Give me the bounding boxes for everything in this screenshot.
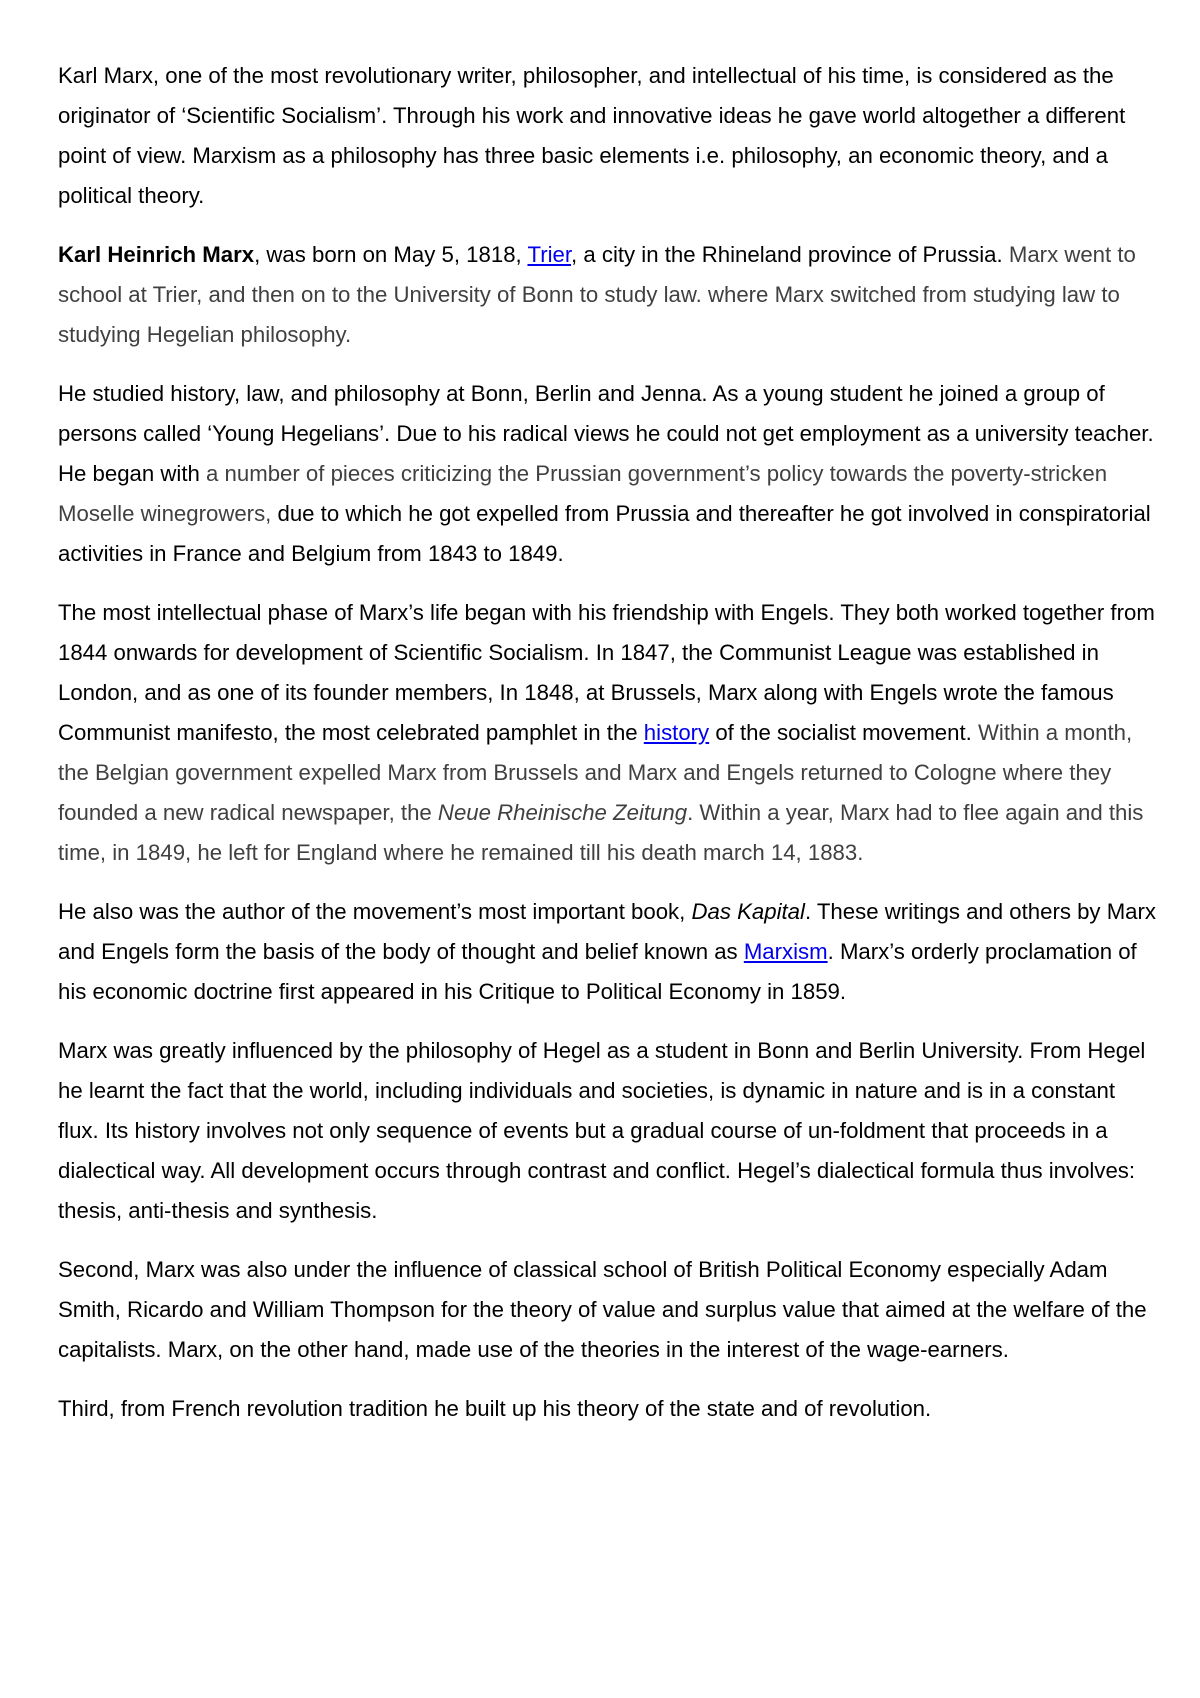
history-link[interactable]: history — [643, 720, 710, 745]
birth-text: , was born on May 5, 1818, — [254, 242, 528, 267]
document-page — [58, 56, 1158, 1448]
paragraph-economy — [58, 1250, 1158, 1370]
studies-text-2: due to which he got expelled from Prussia and thereafter he got involved in conspiratorial activities in France and Belgium from 1843 to 1849. — [58, 501, 1151, 566]
economy-text: Second, Marx was also under the influence of classical school of British Political Economy especially Adam Smith, Ricardo and William Thompson for the theory of value and surplus value that aimed at the welfare of the capitalists. Marx, on the other hand, made use of the theories in the interest of the wage-earners. — [58, 1257, 1147, 1362]
paragraph-intro — [58, 56, 1158, 216]
kapital-text-3: . Marx’s orderly proclamation of his economic doctrine first appeared in his Critique to Political Economy in 1859. — [58, 939, 1137, 1004]
engels-grey-text-2: . Within a year, Marx had to flee again and this time, in 1849, he left for England where he remained till his death march 14, 1883. — [58, 800, 1144, 865]
revolution-text: Third, from French revolution tradition he built up his theory of the state and of revolution. — [58, 1396, 932, 1421]
paragraph-studies — [58, 374, 1158, 574]
paragraph-intro-text: Karl Marx, one of the most revolutionary writer, philosopher, and intellectual of his time, is considered as the originator of ‘Scientific Socialism’. Through his work and innovative ideas he gave world altogether a different point of view. Marxism as a philosophy has three basic elements i.e. philosophy, an economic theory, and a political theory. — [58, 63, 1126, 208]
education-text: Marx went to school at Trier, and then on to the University of Bonn to study law. where Marx switched from studying law to studying Hegelian philosophy. — [58, 242, 1136, 347]
marxism-link[interactable]: Marxism — [743, 939, 828, 964]
paragraph-kapital — [58, 892, 1158, 1012]
hegel-text: Marx was greatly influenced by the philosophy of Hegel as a student in Bonn and Berlin University. From Hegel he learnt the fact that the world, including individuals and societies, is dynamic in nature and is in a constant flux. Its history involves not only sequence of events but a gradual course of un-foldment that proceeds in a dialectical way. All development occurs through contrast and conflict. Hegel’s dialectical formula thus involves: thesis, anti-thesis and synthesis. — [58, 1038, 1146, 1223]
paragraph-engels — [58, 593, 1158, 873]
engels-text: The most intellectual phase of Marx’s life began with his friendship with Engels. They both worked together from 1844 onwards for development of Scientific Socialism. In 1847, the Communist League was established in London, and as one of its founder members, In 1848, at Brussels, Marx along with Engels wrote the famous Communist manifesto, the most celebrated pamphlet in the — [58, 600, 1155, 745]
name-bold: Karl Heinrich Marx — [58, 242, 255, 267]
newspaper-title: Neue Rheinische Zeitung — [437, 800, 688, 825]
engels-text-2: of the socialist movement. — [709, 720, 972, 745]
book-title: Das Kapital — [691, 899, 805, 924]
engels-grey-text: Within a month, the Belgian government expelled Marx from Brussels and Marx and Engels returned to Cologne where they founded a new radical newspaper, the — [58, 720, 1133, 825]
studies-text: He studied history, law, and philosophy at Bonn, Berlin and Jenna. As a young student he joined a group of persons called ‘Young Hegelians’. Due to his radical views he could not get employment as a university teacher. He began with — [58, 381, 1154, 486]
paragraph-hegel — [58, 1031, 1158, 1231]
paragraph-revolution — [58, 1389, 1158, 1429]
kapital-text: He also was the author of the movement’s most important book, — [58, 899, 692, 924]
trier-link[interactable]: Trier — [527, 242, 572, 267]
paragraph-birth — [58, 235, 1158, 355]
kapital-text-2: . These writings and others by Marx and Engels form the basis of the body of thought and belief known as — [58, 899, 1156, 964]
birth-text-2: , a city in the Rhineland province of Prussia. — [571, 242, 1003, 267]
studies-grey-text: a number of pieces criticizing the Prussian government’s policy towards the poverty-stricken Moselle winegrowers, — [58, 461, 1108, 526]
